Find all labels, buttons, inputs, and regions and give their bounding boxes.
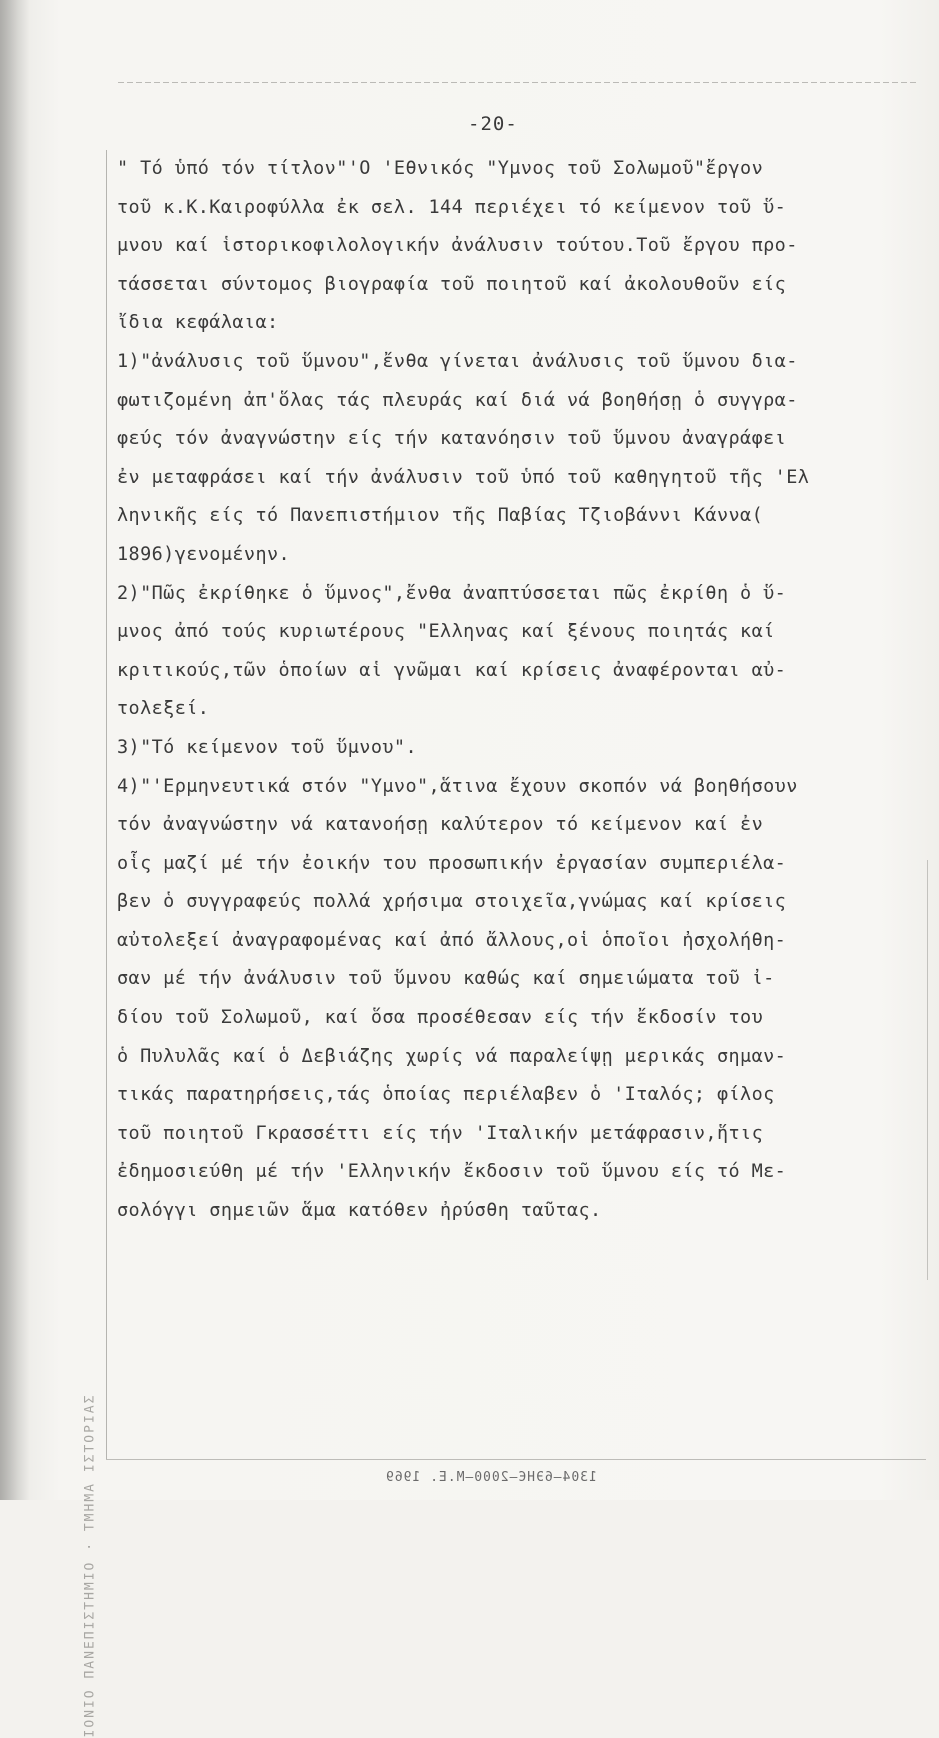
text-line: " Τό ὑπό τόν τίτλον"'Ο 'Εθνικός "Υμνος τοῦ Σολωμοῦ"ἔργον: [117, 158, 764, 179]
margin-archive-stamp: ΙΟΝΙΟ ΠΑΝΕΠΙΣΤΗΜΙΟ · ΤΜΗΜΑ ΙΣΤΟΡΙΑΣ: [82, 1393, 98, 1738]
footer-print-stamp: 1304—6ЭНЄ—2000—М.Е. 1969: [385, 1470, 597, 1485]
text-line: τικάς παρατηρήσεις,τάς ὁποίας περιέλαβεν ὁ 'Ιταλός; φίλος: [117, 1084, 775, 1106]
text-line: ἴδια κεφάλαια:: [117, 312, 279, 334]
text-line: φωτιζομένη ἀπ'ὅλας τάς πλευράς καί διά νά βοηθήσῃ ὁ συγγρα-: [117, 389, 798, 411]
text-line: δίου τοῦ Σολωμοῦ, καί ὅσα προσέθεσαν είς τήν ἔκδοσίν του: [117, 1007, 764, 1029]
text-line: φεύς τόν ἀναγνώστην είς τήν κατανόησιν τοῦ ὕμνου ἀναγράφει: [117, 428, 787, 450]
text-line: 3)"Τό κείμενον τοῦ ὕμνου".: [117, 736, 417, 758]
text-line: μνου καί ἱστορικοφιλολογικήν ἀνάλυσιν τούτου.Τοῦ ἔργου προ-: [117, 235, 798, 257]
text-line: 1)"ἀνάλυσις τοῦ ὕμνου",ἔνθα γίνεται ἀνάλυσις τοῦ ὕμνου δια-: [117, 350, 798, 372]
text-line: ληνικῆς είς τό Πανεπιστήμιον τῆς Παβίας Τζιοβάννι Κάννα(: [117, 505, 764, 527]
text-line: ἐν μεταφράσει καί τήν ἀνάλυσιν τοῦ ὑπό τοῦ καθηγητοῦ τῆς 'Ελ: [117, 466, 810, 488]
page-number: -20-: [468, 113, 518, 135]
text-line: αὐτολεξεί ἀναγραφομένας καί ἀπό ἄλλους,οἱ ὁποῖοι ἠσχολήθη-: [117, 929, 787, 951]
text-line: οἷς μαζί μέ τήν ἐοικήν του προσωπικήν ἐργασίαν συμπεριέλα-: [117, 852, 787, 874]
scan-edge-shadow: [0, 0, 30, 1500]
text-line: μνος ἀπό τούς κυριωτέρους "Ελληνας καί ξένους ποιητάς καί: [117, 621, 775, 643]
text-line: 2)"Πῶς ἐκρίθηκε ὁ ὕμνος",ἔνθα ἀναπτύσσεται πῶς ἐκρίθη ὁ ὕ-: [117, 582, 787, 604]
text-line: 4)"'Ερμηνευτικά στόν "Υμνο",ἅτινα ἔχουν σκοπόν νά βοηθήσουν: [117, 775, 798, 797]
text-line: κριτικούς,τῶν ὁποίων αἱ γνῶμαι καί κρίσεις ἀναφέρονται αὐ-: [117, 659, 787, 681]
text-line: 1896)γενομένην.: [117, 543, 291, 565]
text-line: σαν μέ τήν ἀνάλυσιν τοῦ ὕμνου καθώς καί σημειώματα τοῦ ἰ-: [117, 968, 775, 990]
text-line: τάσσεται σύντομος βιογραφία τοῦ ποιητοῦ καί ἀκολουθοῦν είς: [117, 273, 787, 295]
top-dotted-rule: [118, 82, 918, 83]
text-line: ἐδημοσιεύθη μέ τήν 'Ελληνικήν ἔκδοσιν τοῦ ὕμνου είς τό Με-: [117, 1161, 787, 1183]
text-line: τόν ἀναγνώστην νά κατανοήσῃ καλύτερον τό κείμενον καί ἐν: [117, 814, 764, 836]
typewritten-text: [117, 150, 929, 1231]
text-line: βεν ὁ συγγραφεύς πολλά χρήσιμα στοιχεῖα,γνώμας καί κρίσεις: [117, 891, 787, 913]
text-line: τοῦ ποιητοῦ Γκρασσέττι είς τήν 'Ιταλικήν μετάφρασιν,ἥτις: [117, 1122, 764, 1144]
text-line: τολεξεί.: [117, 698, 210, 720]
left-margin-rule: [106, 150, 107, 1460]
text-line: τοῦ κ.Κ.Καιροφύλλα ἐκ σελ. 144 περιέχει τό κείμενον τοῦ ὕ-: [117, 196, 787, 218]
text-line: σολόγγι σημειῶν ἅμα κατόθεν ἠρύσθη ταῦτας.: [117, 1200, 602, 1222]
bottom-rule: [106, 1459, 926, 1460]
text-line: ὁ Πυλυλᾶς καί ὁ Δεβιάζης χωρίς νά παραλείψῃ μερικάς σημαν-: [117, 1045, 787, 1067]
